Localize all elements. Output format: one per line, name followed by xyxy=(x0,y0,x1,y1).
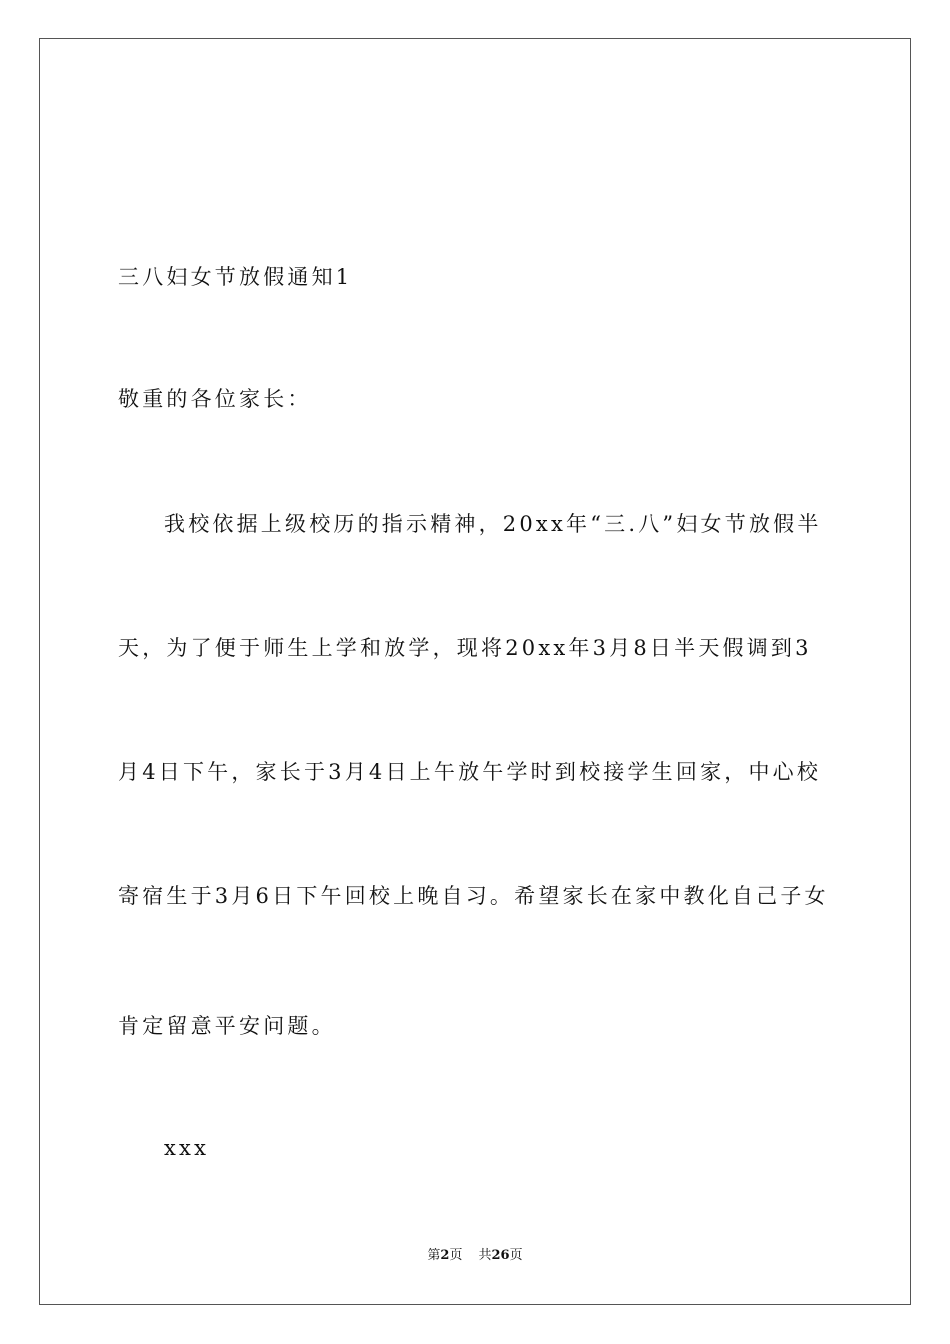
body-line-5: 肯定留意平安问题。 xyxy=(118,1014,336,1038)
body-line-4: 寄宿生于3月6日下午回校上晚自习。希望家长在家中教化自己子女 xyxy=(118,884,829,908)
signature: xxx xyxy=(164,1136,210,1160)
total-prefix: 共 xyxy=(478,1248,492,1263)
body-line-2: 天，为了便于师生上学和放学，现将20xx年3月8日半天假调到3 xyxy=(118,636,812,660)
page-border xyxy=(39,38,911,1305)
page-footer xyxy=(0,1247,950,1265)
document-title: 三八妇女节放假通知1 xyxy=(118,265,353,289)
total-pages: 26 xyxy=(491,1248,510,1263)
salutation: 敬重的各位家长： xyxy=(118,387,312,411)
page-number: 2 xyxy=(440,1248,450,1263)
body-line-3: 月4日下午，家长于3月4日上午放午学时到校接学生回家，中心校 xyxy=(118,760,822,784)
page-suffix: 页 xyxy=(449,1248,463,1263)
page-prefix: 第 xyxy=(427,1248,441,1263)
total-suffix: 页 xyxy=(509,1248,523,1263)
body-line-1: 我校依据上级校历的指示精神，20xx年“三.八”妇女节放假半 xyxy=(164,512,822,536)
